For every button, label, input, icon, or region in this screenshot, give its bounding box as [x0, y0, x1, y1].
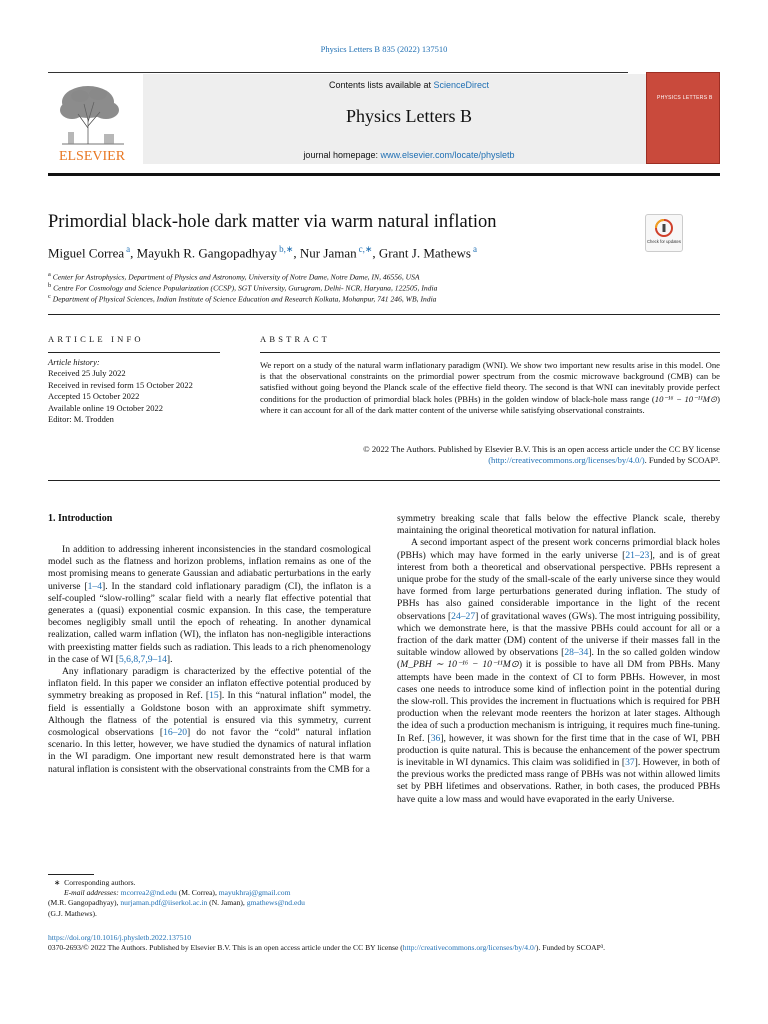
author-separator: , [372, 245, 379, 261]
elsevier-logo [48, 74, 136, 164]
header-top-rule [48, 72, 628, 73]
contents-prefix: Contents lists available at [328, 80, 434, 90]
email-link[interactable]: gmathews@nd.edu [246, 898, 305, 908]
cc-license-link-footer[interactable]: http://creativecommons.org/licenses/by/4.0/ [402, 943, 536, 952]
affiliation-divider [48, 314, 720, 315]
journal-cover-image [646, 72, 720, 164]
article-info-rule [48, 352, 220, 353]
affiliation-b: $^b$ Centre For Cosmology and Science Popularization (CCSP), SGT University, Gurugram, Delhi- NCR, Haryana, 122505, India [48, 282, 438, 293]
cc-license-link[interactable]: (http://creativecommons.org/licenses/by/4.0/) [488, 455, 645, 466]
citation-link[interactable]: 28–34 [564, 647, 589, 659]
citation-link[interactable]: 1–4 [87, 580, 103, 592]
homepage-prefix: journal homepage: [303, 150, 381, 160]
author-affiliation-marker[interactable]: c,∗ [358, 244, 373, 254]
journal-header [48, 72, 720, 164]
journal-reference-link[interactable]: Physics Letters B 835 (2022) 137510 [320, 44, 448, 54]
abstract-body: We report on a study of the natural warm inflationary paradigm (WNI). We show two important new results arise in this model. One is that the observational constraints on the primordial power spectrum from the cosmic microwave background (CMB) can be satisfied without going beyond the Planck scale of the effective field theory. The second is that WNI can inevitably provide perfect conditions for the production of primordial black holes (PBHs) in the golden window of black-hole mass range (10⁻¹⁶ − 10⁻¹¹M⊙) where it can account for all of the dark matter content of the universe while satisfying observational constraints. [260, 360, 721, 415]
email-note-end: (G.J. Mathews). [48, 908, 97, 918]
affiliation-a: $^a$ Center for Astrophysics, Department of Physics and Astronomy, University of Notre Dame, Notre Dame, IN, 46556, USA [48, 271, 420, 282]
author-list [48, 244, 477, 261]
check-updates-icon [646, 215, 682, 251]
body-column-right [397, 513, 720, 806]
abstract-math: 10⁻¹⁶ − 10⁻¹¹M⊙ [654, 393, 718, 404]
homepage-line [143, 150, 675, 160]
citation-link[interactable]: 15 [209, 690, 219, 702]
citation-link[interactable]: 24–27 [451, 610, 476, 622]
author-name: Miguel Correa [48, 245, 125, 261]
history-label: Article history: [48, 357, 100, 367]
author-affiliation-marker[interactable]: a [472, 244, 477, 254]
author-name: Grant J. Mathews [378, 245, 471, 261]
article-history [48, 357, 223, 425]
author-affiliation-marker[interactable]: b,∗ [279, 244, 294, 254]
paragraph: symmetry breaking scale that falls below the effective Planck scale, thereby maintaining the original theoretical motivation for natural inflation. [397, 513, 720, 537]
elsevier-tree-icon [48, 74, 136, 164]
abstract-copyright: © 2022 The Authors. Published by Elsevier B.V. This is an open access article under the CC BY license (http://creativecommons.org/licenses/by/4.0/). Funded by SCOAP³. [363, 444, 720, 466]
check-updates-label: Check for updates [647, 239, 681, 244]
sciencedirect-link[interactable]: ScienceDirect [433, 80, 490, 90]
homepage-link[interactable]: www.elsevier.com/locate/physletb [380, 150, 515, 160]
editor: Editor: M. Trodden [48, 414, 114, 425]
paragraph: A second important aspect of the present work concerns primordial black holes (PBHs) which may have formed in the early universe [21–23], and is of great interest from both a theoretical and observational perspective. PBHs represent a unique probe for the study of the small-scale of the early universe since they would have formed from large perturbations generated during inflation. The study of PBHs has also gained considerable importance in the light of the recent observations [24–27] of gravitational waves (GWs). The most intriguing possibility, which we demonstrate here, is that the massive PBHs could account for all or a fraction of the dark matter (DM) content of the universe if their masses fall in the suitable window allowed by observations [28–34]. In the so called golden window (M_PBH ∼ 10⁻¹⁶ − 10⁻¹¹M⊙) it is possible to have all DM from PBHs. Many attempts have been made in the context of CI to form PBHs. However, in most cases one needs to introduce some kind of inflection point in the potential during the slow-roll. This provides the increment in fluctuations which is required for PBH production when the relevant mode reenters the horizon at later stages. Although the idea of such a production mechanism is intriguing, it requires much fine-tuning. In Ref. [36], however, it was shown for the first time that in the case of WI, PBH production is quite natural. This is because the enhancement of the power spectrum is inevitable in WI dynamics. This claim was solidified in [37]. However, in both of the previous works the predicted mass range of PBHs was not within allowed limits set by PBH lifetimes and observations. Rather, in both cases, the produced PBHs have quite a low mass and would have evaporated in the early Universe. [397, 537, 721, 805]
email-link[interactable]: nurjaman.pdf@iiserkol.ac.in [120, 898, 208, 908]
check-for-updates-button[interactable] [645, 214, 683, 252]
body-column-left [48, 544, 371, 776]
footnotes [48, 878, 378, 919]
citation-link[interactable]: 37 [625, 757, 635, 769]
cover-title: PHYSICS LETTERS B [657, 95, 713, 101]
abstract-rule [260, 352, 720, 353]
email-link[interactable]: mayukhraj@gmail.com [218, 888, 291, 898]
contents-line [143, 80, 675, 90]
issn-copyright-line: 0370-2693/© 2022 The Authors. Published by Elsevier B.V. This is an open access article under the CC BY license (http://creativecommons.org/licenses/by/4.0/). Funded by SCOAP³. [48, 943, 606, 952]
author-separator: , [130, 245, 137, 261]
paragraph: Any inflationary paradigm is characterized by the effective potential of the inflaton field. In this paper we consider an inflaton effective potential produced by symmetry breaking as proposed in Ref. [15]. In this “natural inflation” model, the field is essentially a Goldstone boson with an approximate shift symmetry. Although the flatness of the potential is ensured via this symmetry, current cosmological observations [16–20] do not favor the “cold” natural inflation scenario. In this letter, however, we have studied the dynamics of natural inflation in the WI paradigm. One important new result demonstrated here is that warm natural inflation is consistent with the observational constraints from the CMB for a [48, 666, 371, 775]
email-link[interactable]: mcorrea2@nd.edu [120, 888, 177, 898]
revised-date: Received in revised form 15 October 2022 [48, 379, 193, 390]
author-name: Nur Jaman [299, 245, 357, 261]
author-separator: , [293, 245, 300, 261]
citation-link[interactable]: 36 [430, 732, 441, 744]
elsevier-wordmark: ELSEVIER [58, 149, 126, 164]
abstract-bottom-rule [48, 480, 720, 481]
header-bottom-rule [48, 173, 720, 176]
abstract-heading: ABSTRACT [260, 334, 330, 344]
online-date: Available online 19 October 2022 [48, 402, 164, 413]
inline-math: M_PBH ∼ 10⁻¹⁶ − 10⁻¹¹M⊙ [400, 659, 519, 671]
article-info-heading: ARTICLE INFO [48, 334, 144, 344]
email-note-cont: (M.R. Gangopadhyay), nurjaman.pdf@iiserkol.ac.in (N. Jaman), gmathews@nd.edu [48, 898, 305, 908]
author-name: Mayukh R. Gangopadhyay [136, 245, 278, 261]
footnote-rule [48, 874, 94, 875]
section-heading-introduction: 1. Introduction [48, 513, 113, 524]
received-date: Received 25 July 2022 [48, 368, 126, 379]
citation-link[interactable]: 16–20 [163, 727, 188, 739]
corresponding-note: ∗ Corresponding authors. [54, 878, 136, 887]
affiliation-c: $^c$ Department of Physical Sciences, Indian Institute of Science Education and Research Kolkata, Mohanpur, 741 246, WB, India [48, 293, 437, 304]
accepted-date: Accepted 15 October 2022 [48, 391, 140, 402]
paragraph: In addition to addressing inherent inconsistencies in the standard cosmological model such as the flatness and horizon problems, inflation remains as one of the most promising means to generate Gaussian and adiabatic perturbations in the early universe [1–4]. In the standard cold inflationary paradigm (CI), the inflaton is a self-coupled “slow-rolling” scalar field with a nearly flat effective potential that generates a (quasi) exponential cosmic expansion. In this case, the temperature becomes negligibly small until the epoch of reheating. In another dynamical realization, called warm inflation (WI), the inflaton has non-negligible interactions with preexisting matter fields such as radiation. This leads to a rich phenomenology in the case of WI [5,6,8,7,9–14]. [48, 544, 371, 665]
citation-link[interactable]: 21–23 [625, 549, 650, 561]
journal-title: Physics Letters B [346, 106, 472, 126]
email-note: E-mail addresses: mcorrea2@nd.edu (M. Correa), mayukhraj@gmail.com [64, 888, 291, 898]
doi-link[interactable]: https://doi.org/10.1016/j.physletb.2022.137510 [48, 933, 192, 942]
paper-title: Primordial black-hole dark matter via warm natural inflation [48, 212, 497, 232]
citation-link[interactable]: 5,6,8,7,9–14 [118, 653, 167, 665]
author-affiliation-marker[interactable]: a [126, 244, 131, 254]
